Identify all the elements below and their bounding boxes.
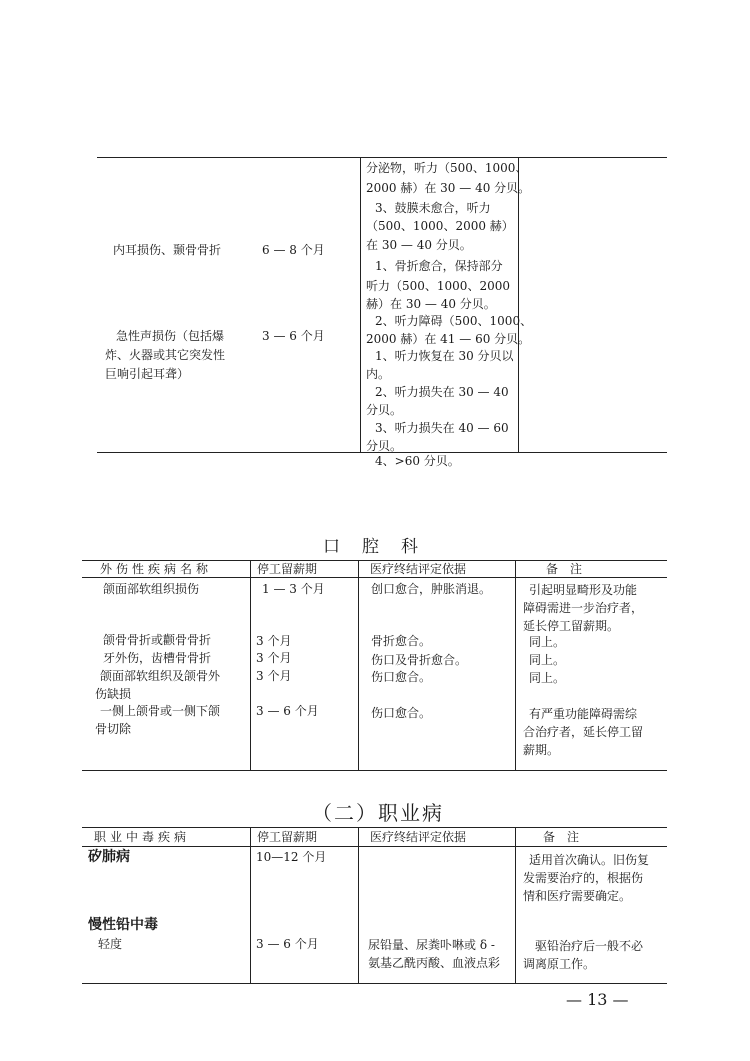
disease-name: 巨响引起耳聋） [105,367,190,381]
table-cell: 有严重功能障碍需综 [529,707,638,721]
table-cell: 适用首次确认。旧伤复 [529,853,650,867]
table-cell: 障碍需进一步治疗者， [523,601,644,615]
column-header: 停工留薪期 [257,562,318,576]
table-cell: 骨折愈合。 [371,634,432,648]
table-cell: （500、1000、2000 赫） [366,219,514,233]
table-cell: 在 30 — 40 分贝。 [366,238,472,252]
column-header: 外伤性疾病名称 [100,562,213,576]
table-cell: 赫）在 30 — 40 分贝。 [366,297,496,311]
page-number: — 13 — [566,990,629,1009]
table-cell: 薪期。 [523,743,560,757]
table-cell: 1、听力恢复在 30 分贝以 [375,349,514,363]
table-cell: 分贝。 [366,439,403,453]
leave-period: 6 — 8 个月 [262,243,325,257]
disease-name: 骨切除 [95,722,132,736]
disease-name: 伤缺损 [95,687,132,701]
table-cell: 调离原工作。 [523,957,596,971]
table-cell: 情和医疗需要确定。 [523,889,632,903]
table-cell: 延长停工留薪期。 [523,619,620,633]
disease-name: 急性声损伤（包括爆 [116,329,225,343]
leave-period: 3 — 6 个月 [256,704,319,718]
leave-period: 3 个月 [256,634,292,648]
disease-name: 慢性铅中毒 [88,917,158,933]
table-cell: 分贝。 [366,403,403,417]
disease-name: 炸、火器或其它突发性 [105,348,226,362]
table-cell: 同上。 [529,671,566,685]
table-cell: 2000 赫）在 30 — 40 分贝。 [366,181,531,195]
leave-period: 3 个月 [256,669,292,683]
leave-period: 3 — 6 个月 [262,329,325,343]
column-header: 医疗终结评定依据 [370,562,467,576]
table-cell: 3、鼓膜未愈合，听力 [375,201,491,215]
column-header: 备 注 [546,562,583,576]
table-cell: 2000 赫）在 41 — 60 分贝。 [366,332,531,346]
disease-name: 一侧上颌骨或一侧下颌 [100,704,221,718]
disease-name: 内耳损伤、颞骨骨折 [113,243,222,257]
section-title-oral: 口腔科 [323,537,440,557]
table-cell: 伤口愈合。 [371,706,432,720]
disease-name: 牙外伤，齿槽骨骨折 [103,651,212,665]
disease-name: 矽肺病 [88,849,130,865]
section-title-occupational: （二）职业病 [312,801,444,825]
table-cell: 尿铅量、尿粪卟啉或 δ - [368,938,495,952]
leave-period: 10—12 个月 [256,850,327,864]
table-cell: 2、听力障碍（500、1000、 [375,314,533,328]
leave-period: 1 — 3 个月 [262,582,325,596]
leave-period: 3 个月 [256,651,292,665]
table-cell: 同上。 [529,635,566,649]
table-cell: 同上。 [529,653,566,667]
table-cell: 分泌物，听力（500、1000、 [366,161,528,175]
table-cell: 氨基乙酰丙酸、血液点彩 [368,956,501,970]
table-cell: 创口愈合，肿胀消退。 [371,582,492,596]
column-header: 医疗终结评定依据 [370,830,467,844]
table-cell: 3、听力损失在 40 — 60 [375,421,509,435]
table-cell: 4、>60 分贝。 [375,454,460,468]
column-header: 备 注 [543,830,580,844]
table-cell: 引起明显畸形及功能 [529,583,638,597]
disease-name: 颌骨骨折或颧骨骨折 [103,633,212,647]
column-header: 职业中毒疾病 [94,830,191,844]
table-cell: 内。 [366,367,391,381]
disease-severity: 轻度 [98,937,123,951]
table-cell: 听力（500、1000、2000 [366,279,510,293]
table-cell: 2、听力损失在 30 — 40 [375,385,509,399]
table-cell: 伤口愈合。 [371,670,432,684]
table-cell: 1、骨折愈合，保持部分 [375,259,503,273]
disease-name: 颌面部软组织损伤 [103,582,200,596]
table-cell: 发需要治疗的，根据伤 [523,871,644,885]
column-header: 停工留薪期 [257,830,318,844]
table-cell: 驱铅治疗后一般不必 [535,939,644,953]
table-cell: 合治疗者，延长停工留 [523,725,644,739]
table-cell: 伤口及骨折愈合。 [371,653,468,667]
disease-name: 颌面部软组织及颌骨外 [100,669,221,683]
leave-period: 3 — 6 个月 [256,937,319,951]
